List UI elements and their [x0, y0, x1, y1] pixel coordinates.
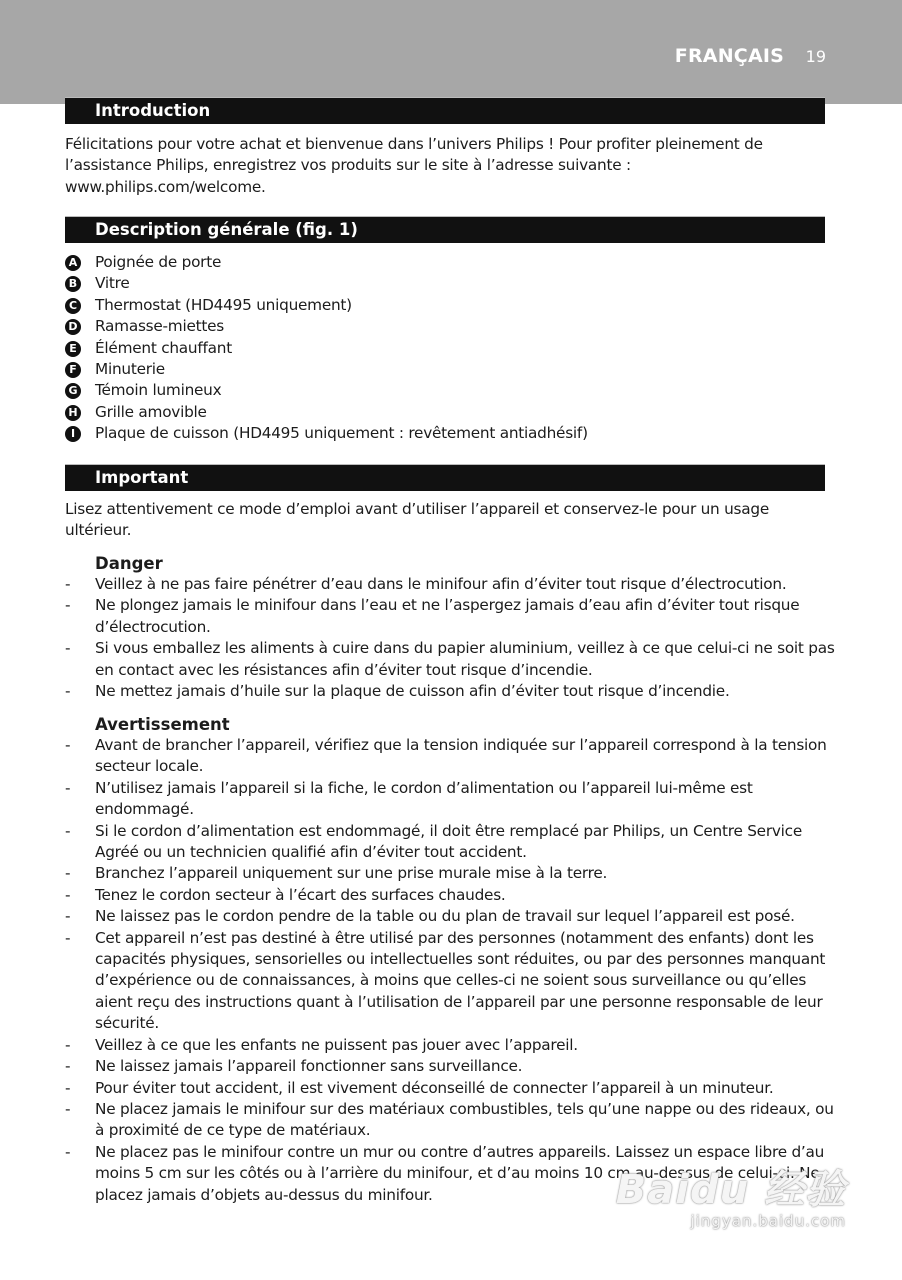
letter-badge: E	[65, 341, 81, 357]
bullet-dash: -	[65, 821, 71, 840]
list-item-text: Ne placez pas le minifour contre un mur ou contre d’autres appareils. Laissez un espace libre d’au moins 5 cm sur les côtés ou à l’arrière du minifour, et d’au moins 10 cm au-dessus de celui-ci. Ne placez jamais d’objets au-dessus du minifour.	[95, 1142, 825, 1204]
important-intro: Lisez attentivement ce mode d’emploi avant d’utiliser l’appareil et conservez-le pour un usage ultérieur.	[65, 500, 770, 540]
bullet-dash: -	[65, 639, 71, 658]
list-item-text: Grille amovible	[95, 402, 207, 421]
list-item-text: Minuterie	[95, 360, 165, 379]
list-item-text: Ne laissez jamais l’appareil fonctionner sans surveillance.	[95, 1057, 523, 1076]
list-item-text: Cet appareil n’est pas destiné à être utilisé par des personnes (notamment des enfants) dont les capacités physiques, sensorielles ou intellectuelles sont réduites, ou par des personnes manquant d’expérience ou de connaissances, à moins que celles-ci ne soient sous surveillance ou qu’elles aient reçu des instructions quant à l’utilisation de l’appareil par une personne responsable de leur sécurité.	[95, 928, 826, 1033]
bullet-dash: -	[65, 1078, 71, 1097]
list-item-text: N’utilisez jamais l’appareil si la fiche, le cordon d’alimentation ou l’appareil lui-même est endommagé.	[95, 778, 753, 819]
list-item	[65, 906, 835, 927]
list-item	[65, 1099, 835, 1142]
list-item	[65, 778, 835, 821]
list-item-text: Veillez à ce que les enfants ne puissent pas jouer avec l’appareil.	[95, 1035, 578, 1054]
list-item	[65, 863, 835, 884]
bullet-dash: -	[65, 1035, 71, 1054]
list-item	[65, 380, 835, 401]
list-item	[65, 316, 835, 337]
bullet-dash: -	[65, 864, 71, 883]
list-item	[65, 1078, 835, 1099]
list-item	[65, 885, 835, 906]
letter-badge: C	[65, 298, 81, 314]
bullet-dash: -	[65, 928, 71, 947]
list-item	[65, 359, 835, 380]
warning-title: Avertissement	[95, 715, 230, 734]
bullet-dash: -	[65, 575, 71, 593]
list-item-text: Veillez à ne pas faire pénétrer d’eau dans le minifour afin d’éviter tout risque d’électrocution.	[95, 575, 787, 593]
list-item	[65, 928, 835, 1035]
list-item-text: Si le cordon d’alimentation est endommagé, il doit être remplacé par Philips, un Centre Service Agréé ou un technicien qualifié afin d’éviter tout accident.	[95, 821, 803, 862]
bullet-dash: -	[65, 682, 71, 701]
description-list	[65, 252, 835, 445]
bullet-dash: -	[65, 736, 71, 754]
list-item-text: Branchez l’appareil uniquement sur une prise murale mise à la terre.	[95, 864, 608, 883]
section-heading-important: Important	[65, 464, 825, 491]
letter-badge: H	[65, 405, 81, 421]
section-heading-description: Description générale (fig. 1)	[65, 216, 825, 243]
page-number: 19	[805, 47, 826, 66]
list-item-text: Si vous emballez les aliments à cuire dans du papier aluminium, veillez à ce que celui-ci ne soit pas en contact avec les résistances afin d’éviter tout risque d’incendie.	[95, 639, 835, 679]
danger-title: Danger	[95, 554, 163, 573]
list-item-text: Vitre	[95, 274, 130, 293]
list-item-text: Ne placez jamais le minifour sur des matériaux combustibles, tels qu’une nappe ou des rideaux, ou à proximité de ce type de matériaux.	[95, 1099, 834, 1140]
list-item-text: Élément chauffant	[95, 338, 232, 357]
list-item-text: Témoin lumineux	[95, 381, 222, 400]
letter-badge: F	[65, 362, 81, 378]
list-item-text: Ne mettez jamais d’huile sur la plaque de cuisson afin d’éviter tout risque d’incendie.	[95, 682, 730, 701]
watermark-url: jingyan.baidu.com	[690, 1212, 846, 1230]
list-item-text: Plaque de cuisson (HD4495 uniquement : revêtement antiadhésif)	[95, 424, 588, 443]
list-item	[65, 574, 835, 595]
list-item	[65, 821, 835, 864]
watermark-logo: Baidu 经验	[615, 1167, 846, 1213]
bullet-dash: -	[65, 596, 71, 615]
bullet-dash: -	[65, 885, 71, 904]
list-item	[65, 681, 835, 702]
letter-badge: G	[65, 383, 81, 399]
list-item-text: Avant de brancher l’appareil, vérifiez que la tension indiquée sur l’appareil correspond à la tension secteur locale.	[95, 736, 827, 776]
list-item	[65, 273, 835, 294]
warning-list	[65, 735, 835, 1206]
section-heading-introduction: Introduction	[65, 97, 825, 124]
letter-badge: B	[65, 276, 81, 292]
list-item	[65, 402, 835, 423]
list-item	[65, 295, 835, 316]
bullet-dash: -	[65, 907, 71, 926]
list-item	[65, 595, 835, 638]
baidu-watermark	[616, 1168, 846, 1230]
letter-badge: I	[65, 426, 81, 442]
list-item-text: Pour éviter tout accident, il est vivement déconseillé de connecter l’appareil à un minuteur.	[95, 1078, 774, 1097]
list-item-text: Ne laissez pas le cordon pendre de la table ou du plan de travail sur lequel l’appareil est posé.	[95, 907, 795, 926]
list-item-text: Ramasse-miettes	[95, 317, 224, 336]
bullet-dash: -	[65, 778, 71, 797]
list-item	[65, 1035, 835, 1056]
bullet-dash: -	[65, 1057, 71, 1076]
danger-list	[65, 574, 835, 702]
list-item	[65, 252, 835, 273]
list-item	[65, 1056, 835, 1077]
introduction-text: Félicitations pour votre achat et bienvenue dans l’univers Philips ! Pour profiter pleinement de l’assistance Philips, enregistrez vos produits sur le site à l’adresse suivante : www.philips.com/welcome.	[65, 135, 763, 196]
list-item	[65, 338, 835, 359]
list-item	[65, 638, 835, 681]
list-item	[65, 735, 835, 778]
list-item-text: Ne plongez jamais le minifour dans l’eau et ne l’aspergez jamais d’eau afin d’éviter tout risque d’électrocution.	[95, 596, 800, 636]
list-item-text: Tenez le cordon secteur à l’écart des surfaces chaudes.	[95, 885, 506, 904]
letter-badge: A	[65, 255, 81, 271]
list-item-text: Poignée de porte	[95, 253, 222, 271]
bullet-dash: -	[65, 1142, 71, 1161]
bullet-dash: -	[65, 1099, 71, 1118]
language-label: FRANÇAIS	[674, 45, 784, 67]
header-band	[0, 0, 902, 104]
list-item-text: Thermostat (HD4495 uniquement)	[95, 295, 352, 314]
list-item	[65, 423, 835, 444]
letter-badge: D	[65, 319, 81, 335]
